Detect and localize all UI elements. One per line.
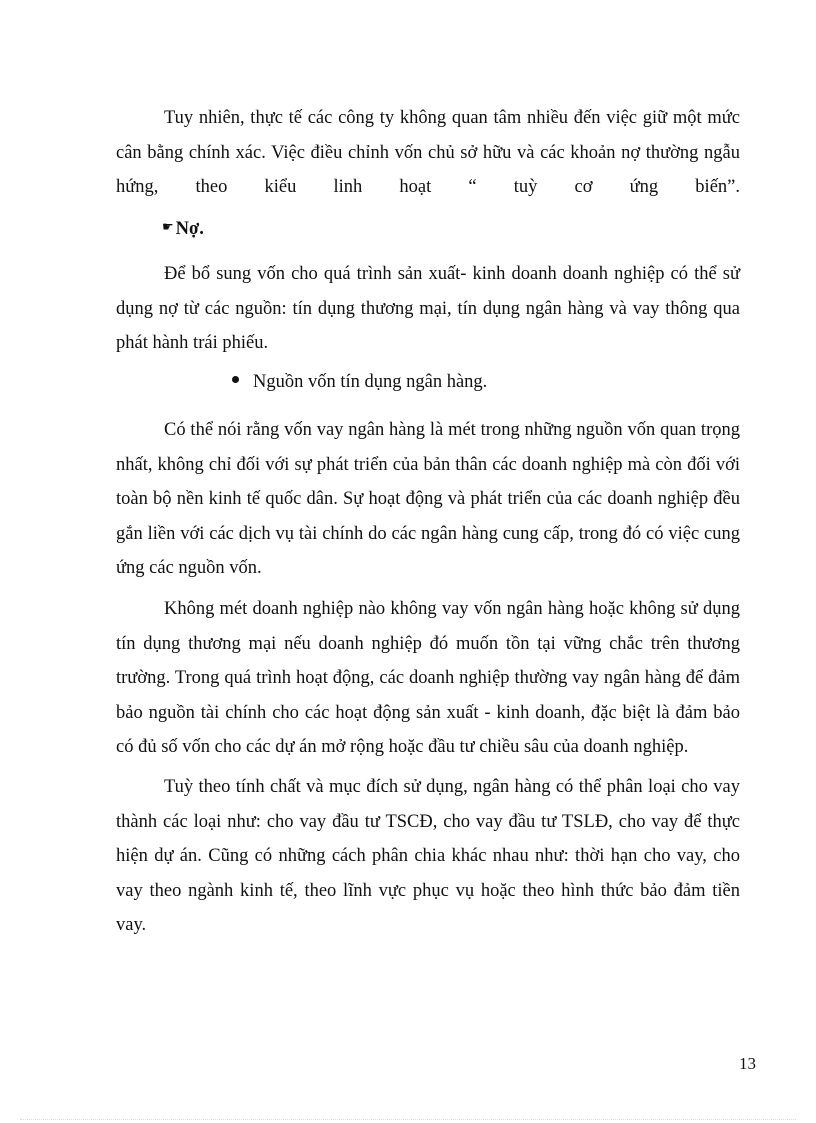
section-heading xyxy=(162,219,204,240)
bullet-item-text: Nguồn vốn tín dụng ngân hàng. xyxy=(253,372,488,392)
paragraph-5-block xyxy=(116,770,740,943)
page-number: 13 xyxy=(739,1054,756,1073)
paragraph-4-block xyxy=(116,592,740,765)
bullet-item xyxy=(232,372,487,393)
paragraph-3: Có thể nói rằng vốn vay ngân hàng là mét trong những nguồn vốn quan trọng nhất, không chỉ đối với sự phát triển của bản thân các doanh nghiệp mà còn đối với toàn bộ nền kinh tế quốc dân. Sự hoạt động và phát triển của các doanh nghiệp đều gắn liền với các dịch vụ tài chính do các ngân hàng cung cấp, trong đó có việc cung ứng các nguồn vốn. xyxy=(116,420,740,578)
bullet-dot-icon xyxy=(232,376,239,383)
paragraph-5: Tuỳ theo tính chất và mục đích sử dụng, ngân hàng có thể phân loại cho vay thành các loại như: cho vay đầu tư TSCĐ, cho vay đầu tư TSLĐ, cho vay để thực hiện dự án. Cũng có những cách phân chia khác nhau như: thời hạn cho vay, cho vay theo ngành kinh tế, theo lĩnh vực phục vụ hoặc theo hình thức bảo đảm tiền vay. xyxy=(116,777,740,935)
paragraph-2: Để bổ sung vốn cho quá trình sản xuất- kinh doanh doanh nghiệp có thể sử dụng nợ từ các nguồn: tín dụng thương mại, tín dụng ngân hàng và vay thông qua phát hành trái phiếu. xyxy=(116,264,740,353)
pointing-hand-icon: ☛ xyxy=(162,219,174,234)
paragraph-1: Tuy nhiên, thực tế các công ty không quan tâm nhiều đến việc giữ một mức cân bằng chính xác. Việc điều chỉnh vốn chủ sở hữu và các khoản nợ thường ngẫu hứng, theo kiểu linh hoạt “ tuỳ cơ ứng biến”. xyxy=(116,108,740,197)
paragraph-1-block xyxy=(116,101,740,205)
page-bottom-divider xyxy=(20,1119,796,1120)
paragraph-3-block xyxy=(116,413,740,586)
section-heading-text: Nợ. xyxy=(175,219,204,239)
paragraph-2-block xyxy=(116,257,740,361)
paragraph-4: Không mét doanh nghiệp nào không vay vốn ngân hàng hoặc không sử dụng tín dụng thương mại nếu doanh nghiệp đó muốn tồn tại vững chắc trên thương trường. Trong quá trình hoạt động, các doanh nghiệp thường vay ngân hàng để đảm bảo nguồn tài chính cho các hoạt động sản xuất - kinh doanh, đặc biệt là đảm bảo có đủ số vốn cho các dự án mở rộng hoặc đầu tư chiều sâu của doanh nghiệp. xyxy=(116,599,740,757)
